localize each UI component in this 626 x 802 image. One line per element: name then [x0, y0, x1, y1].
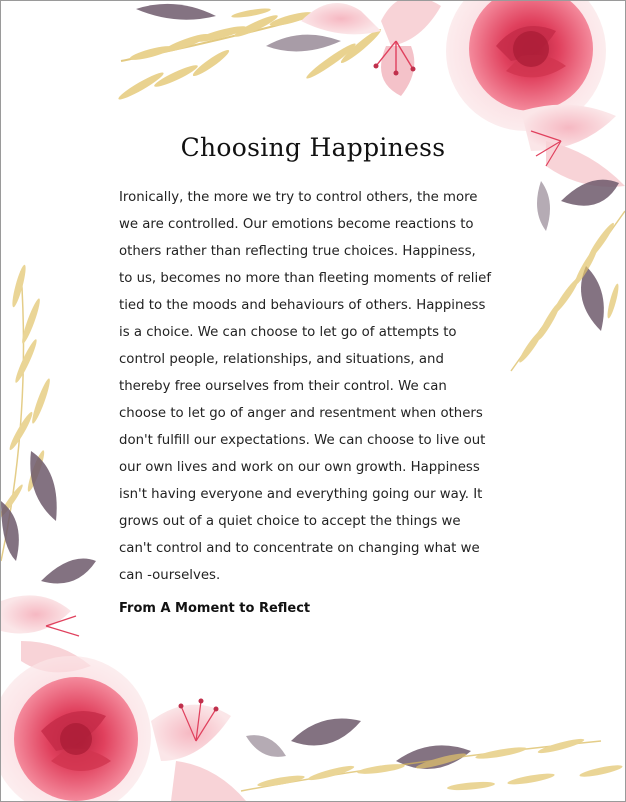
page-title: Choosing Happiness — [180, 133, 446, 162]
body-line: control people, relationships, and situations, and — [119, 352, 444, 367]
body-line: grows out of a quiet choice to accept the things we — [119, 514, 461, 529]
body-line: don't fulfill our expectations. We can choose to live out — [119, 433, 486, 448]
body-line: we are controlled. Our emotions become reactions to — [119, 217, 474, 232]
body-line: our own lives and work on our own growth. Happiness — [119, 460, 480, 475]
body-line: tied to the moods and behaviours of others. Happiness — [119, 298, 486, 313]
body-line: is a choice. We can choose to let go of attempts to — [119, 325, 457, 340]
top-lily — [301, 1, 441, 96]
body-line: to us, becomes no more than fleeting moments of relief — [119, 271, 492, 286]
body-line: isn't having everyone and everything going our way. It — [119, 487, 483, 502]
bottom-lily — [151, 699, 246, 802]
body-line: Ironically, the more we try to control others, the more — [119, 190, 478, 205]
body-line: can -ourselves. — [119, 568, 221, 583]
body-line: thereby free ourselves from their control. We can — [119, 379, 447, 394]
body-line: choose to let go of anger and resentment when others — [119, 406, 483, 421]
attribution: From A Moment to Reflect — [119, 601, 311, 616]
bottom-gold-leaves — [241, 736, 623, 791]
body-line: can't control and to concentrate on changing what we — [119, 541, 480, 556]
bottom-left-rose — [1, 656, 151, 801]
body-text — [119, 184, 497, 589]
right-purple-leaves — [537, 180, 619, 331]
left-purple-leaves — [1, 451, 96, 584]
body-line: others rather than reflecting true choices. Happiness, — [119, 244, 476, 259]
right-gold-leaves — [511, 211, 625, 371]
